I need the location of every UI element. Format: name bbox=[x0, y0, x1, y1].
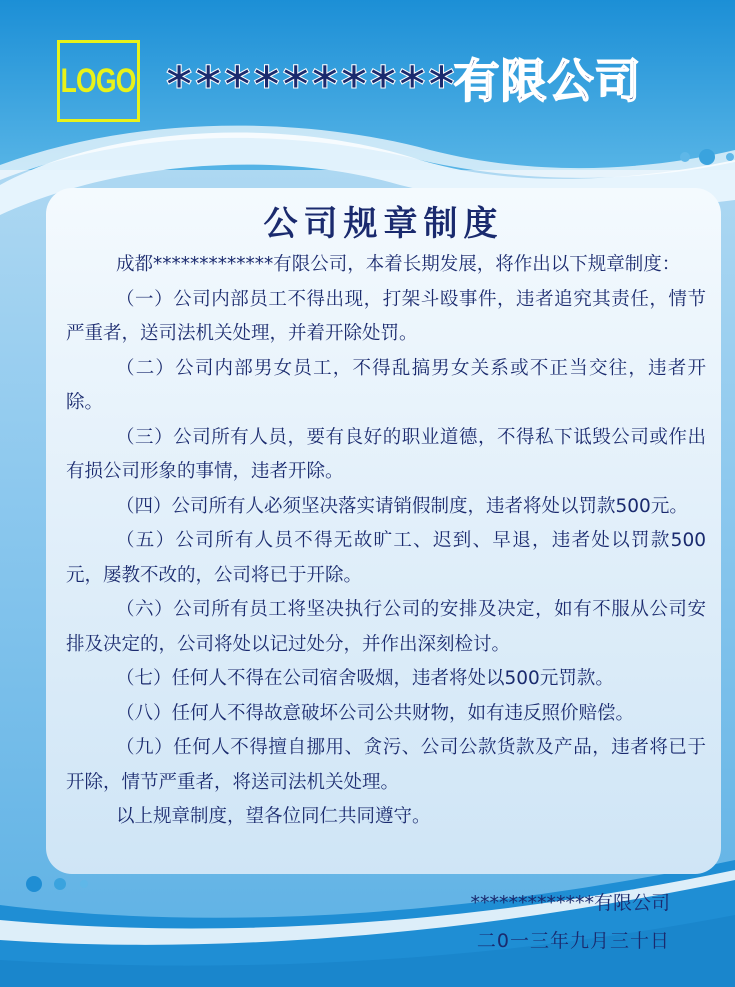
page-title: 公司规章制度 bbox=[263, 204, 504, 244]
rule-7: （七）任何人不得在公司宿舍吸烟，违者将处以500元罚款。 bbox=[116, 668, 614, 689]
company-name-stars: ********** bbox=[166, 56, 458, 114]
rule-2: （二）公司内部男女员工，不得乱搞男女关系或不正当交往，违者开除。 bbox=[66, 357, 706, 413]
logo bbox=[57, 40, 140, 122]
company-name-suffix: 有限公司 bbox=[453, 54, 642, 108]
rule-9: （九）任何人不得擅自挪用、贪污、公司公款货款及产品，违者将已于开除，情节严重者，将送司法机关处理。 bbox=[66, 737, 706, 793]
rule-1: （一）公司内部员工不得出现，打架斗殴事件，违者追究其责任，情节严重者，送司法机关处理，并着开除处罚。 bbox=[66, 288, 706, 344]
rule-4: （四）公司所有人必须坚决落实请销假制度，违者将处以罚款500元。 bbox=[116, 495, 688, 517]
company-name bbox=[166, 38, 726, 118]
closing-paragraph: 以上规章制度，望各位同仁共同遵守。 bbox=[116, 806, 431, 827]
footer-date: 二0一三年九月三十日 bbox=[476, 930, 670, 952]
intro-paragraph: 成都*************有限公司，本着长期发展，将作出以下规章制度： bbox=[116, 254, 681, 275]
footer-company: *************有限公司 bbox=[470, 892, 670, 914]
rule-8: （八）任何人不得故意破坏公司公共财物，如有违反照价赔偿。 bbox=[116, 702, 635, 724]
logo-text: LOGO bbox=[61, 61, 136, 100]
rule-3: （三）公司所有人员，要有良好的职业道德，不得私下诋毁公司或作出有损公司形象的事情，违者开除。 bbox=[66, 426, 706, 482]
rule-6: （六）公司所有员工将坚决执行公司的安排及决定，如有不服从公司安排及决定的，公司将处以记过处分，并作出深刻检讨。 bbox=[66, 599, 706, 655]
rule-5: （五）公司所有人员不得无故旷工、迟到、早退，违者处以罚款500元，屡教不改的，公司将已于开除。 bbox=[66, 530, 706, 586]
regulations-text bbox=[66, 248, 706, 835]
